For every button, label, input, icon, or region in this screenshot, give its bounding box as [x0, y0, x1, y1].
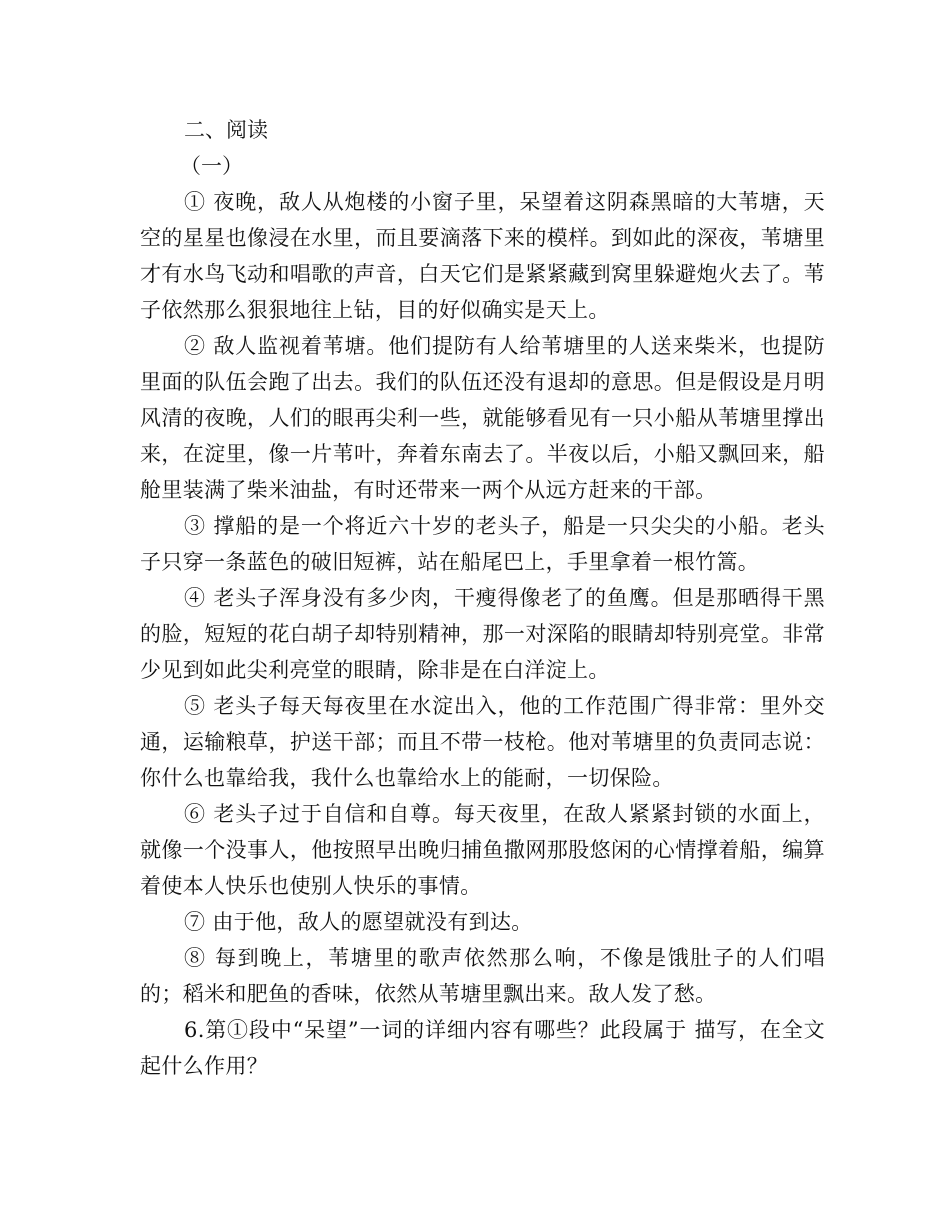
paragraph-3: ③ 撑船的是一个将近六十岁的老头子，船是一只尖尖的小船。老头子只穿一条蓝色的破旧短裤，站在船尾巴上，手里拿着一根竹篙。: [140, 514, 825, 574]
section-title: 二、阅读: [184, 118, 268, 142]
paragraph-5: ⑤ 老头子每天每夜里在水淀出入，他的工作范围广得非常：里外交通，运输粮草，护送干部；而且不带一枝枪。他对苇塘里的负责同志说：你什么也靠给我，我什么也靠给水上的能耐，一切保险。: [140, 694, 825, 790]
paragraph-2: ② 敌人监视着苇塘。他们提防有人给苇塘里的人送来柴米，也提防里面的队伍会跑了出去。我们的队伍还没有退却的意思。但是假设是月明风清的夜晚，人们的眼再尖利一些，就能够看见有一只小船从苇塘里撑出来，在淀里，像一片苇叶，奔着东南去了。半夜以后，小船又飘回来，船舱里装满了柴米油盐，有时还带来一两个从远方赶来的干部。: [140, 334, 825, 502]
paragraph-1: ① 夜晚，敌人从炮楼的小窗子里，呆望着这阴森黑暗的大苇塘，天空的星星也像浸在水里，而且要滴落下来的模样。到如此的深夜，苇塘里才有水鸟飞动和唱歌的声音，白天它们是紧紧藏到窝里躲避炮火去了。苇子依然那么狠狠地往上钻，目的好似确实是天上。: [140, 190, 825, 322]
paragraph-8: ⑧ 每到晚上，苇塘里的歌声依然那么响，不像是饿肚子的人们唱的；稻米和肥鱼的香味，依然从苇塘里飘出来。敌人发了愁。: [140, 946, 825, 1006]
document-page: [140, 112, 825, 1084]
question-6: 6.第①段中“呆望”一词的详细内容有哪些？此段属于 描写，在全文起什么作用？: [140, 1018, 825, 1078]
paragraph-4: ④ 老头子浑身没有多少肉，干瘦得像老了的鱼鹰。但是那晒得干黑的脸，短短的花白胡子却特别精神，那一对深陷的眼睛却特别亮堂。非常少见到如此尖利亮堂的眼睛，除非是在白洋淀上。: [140, 586, 825, 682]
paragraph-6: ⑥ 老头子过于自信和自尊。每天夜里，在敌人紧紧封锁的水面上，就像一个没事人，他按照早出晚归捕鱼撒网那股悠闲的心情撑着船，编算着使本人快乐也使别人快乐的事情。: [140, 802, 825, 898]
subsection-title: （一）: [180, 154, 243, 178]
paragraph-7: ⑦ 由于他，敌人的愿望就没有到达。: [184, 910, 533, 934]
